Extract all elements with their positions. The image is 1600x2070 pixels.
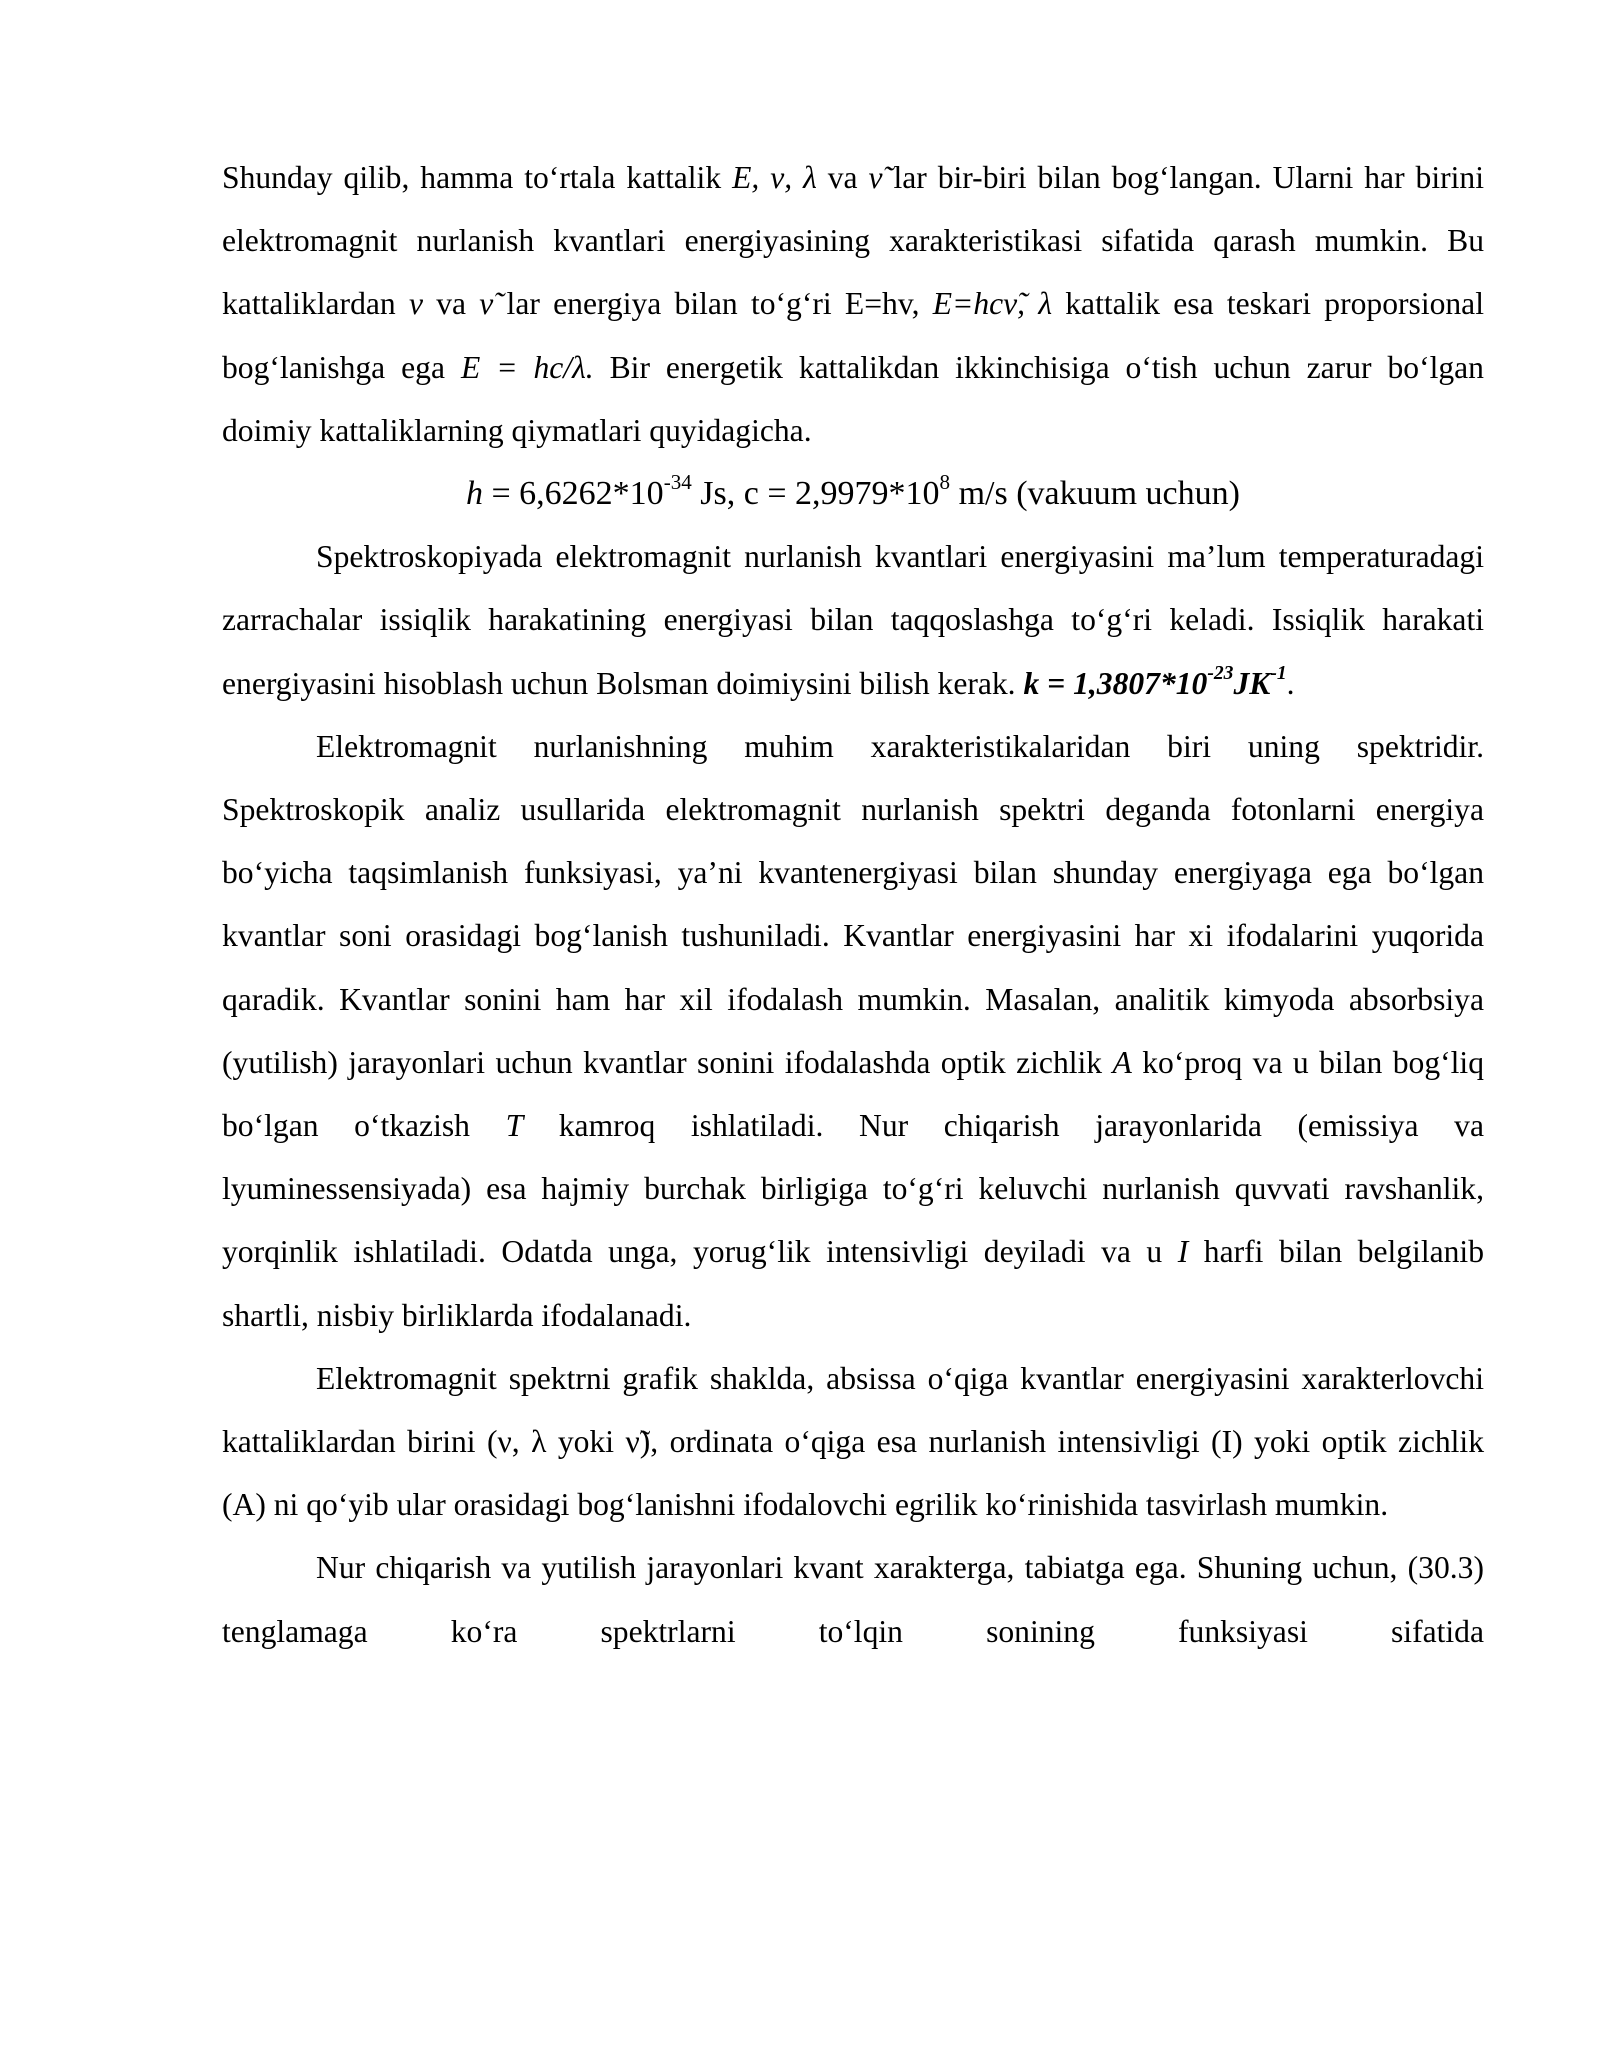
paragraph-4: Elektromagnit spektrni grafik shaklda, absissa o‘qiga kvantlar energiyasini xarakterlovchi kattaliklardan birini (ν, λ yoki ν̃), ordinata o‘qiga esa nurlanish intensivligi (I) yoki optik zichlik (A) ni qo‘yib ular orasidagi bog‘lanishni ifodalovchi egrilik ko‘rinishida tasvirlash mumkin.	[222, 1360, 1484, 1523]
paragraph-2: Spektroskopiyada elektromagnit nurlanish kvantlari energiyasini ma’lum temperaturadagi zarrachalar issiqlik harakatining energiyasi bilan taqqoslashga to‘g‘ri keladi. Issiqlik harakati energiyasini hisoblash uchun Bolsman doimiysini bilish kerak. $k = 1,3807*10^{-23}JK^{-1}$.	[222, 539, 1484, 701]
document-body	[222, 146, 1484, 1663]
paragraph-1: Shunday qilib, hamma to‘rtala kattalik E, ν, λ va ν̃ lar bir-biri bilan bog‘langan. Ularni har birini elektromagnit nurlanish kvantlari energiyasining xarakteristikasi sifatida qarash mumkin. Bu kattaliklardan ν va ν̃ lar energiya bilan to‘g‘ri E=hv, E=hcν̃, λ kattalik esa teskari proporsional bog‘lanishga ega E = hc/λ. Bir energetik kattalikdan ikkinchisiga o‘tish uchun zarur bo‘lgan doimiy kattaliklarning qiymatlari quyidagicha.	[222, 160, 1484, 448]
boltzmann-constant: $k = 1,3807*10^{-23}JK^{-1}$	[1023, 663, 1287, 701]
constants-formula: $h = 6,6262*10^{-34}$ Js, $c = 2,9979*10^8$ m/s (vakuum uchun)	[466, 469, 1240, 513]
paragraph-5: Nur chiqarish va yutilish jarayonlari kvant xarakterga, tabiatga ega. Shuning uchun, (30.3) tenglamaga ko‘ra spektrlarni to‘lqin sonining funksiyasi sifatida	[222, 1550, 1484, 1649]
paragraph-3: Elektromagnit nurlanishning muhim xarakteristikalaridan biri uning spektridir. Spektroskopik analiz usullarida elektromagnit nurlanish spektri deganda fotonlarni energiya bo‘yicha taqsimlanish funksiyasi, ya’ni kvantenergiyasi bilan shunday energiyaga ega bo‘lgan kvantlar soni orasidagi bog‘lanish tushuniladi. Kvantlar energiyasini har xi ifodalarini yuqorida qaradik. Kvantlar sonini ham har xil ifodalash mumkin. Masalan, analitik kimyoda absorbsiya (yutilish) jarayonlari uchun kvantlar sonini ifodalashda optik zichlik A ko‘proq va u bilan bog‘liq bo‘lgan o‘tkazish T kamroq ishlatiladi. Nur chiqarish jarayonlarida (emissiya va lyuminessensiyada) esa hajmiy burchak birligiga to‘g‘ri keluvchi nurlanish quvvati ravshanlik, yorqinlik ishlatiladi. Odatda unga, yorug‘lik intensivligi deyiladi va u I harfi bilan belgilanib shartli, nisbiy birliklarda ifodalanadi.	[222, 728, 1484, 1333]
